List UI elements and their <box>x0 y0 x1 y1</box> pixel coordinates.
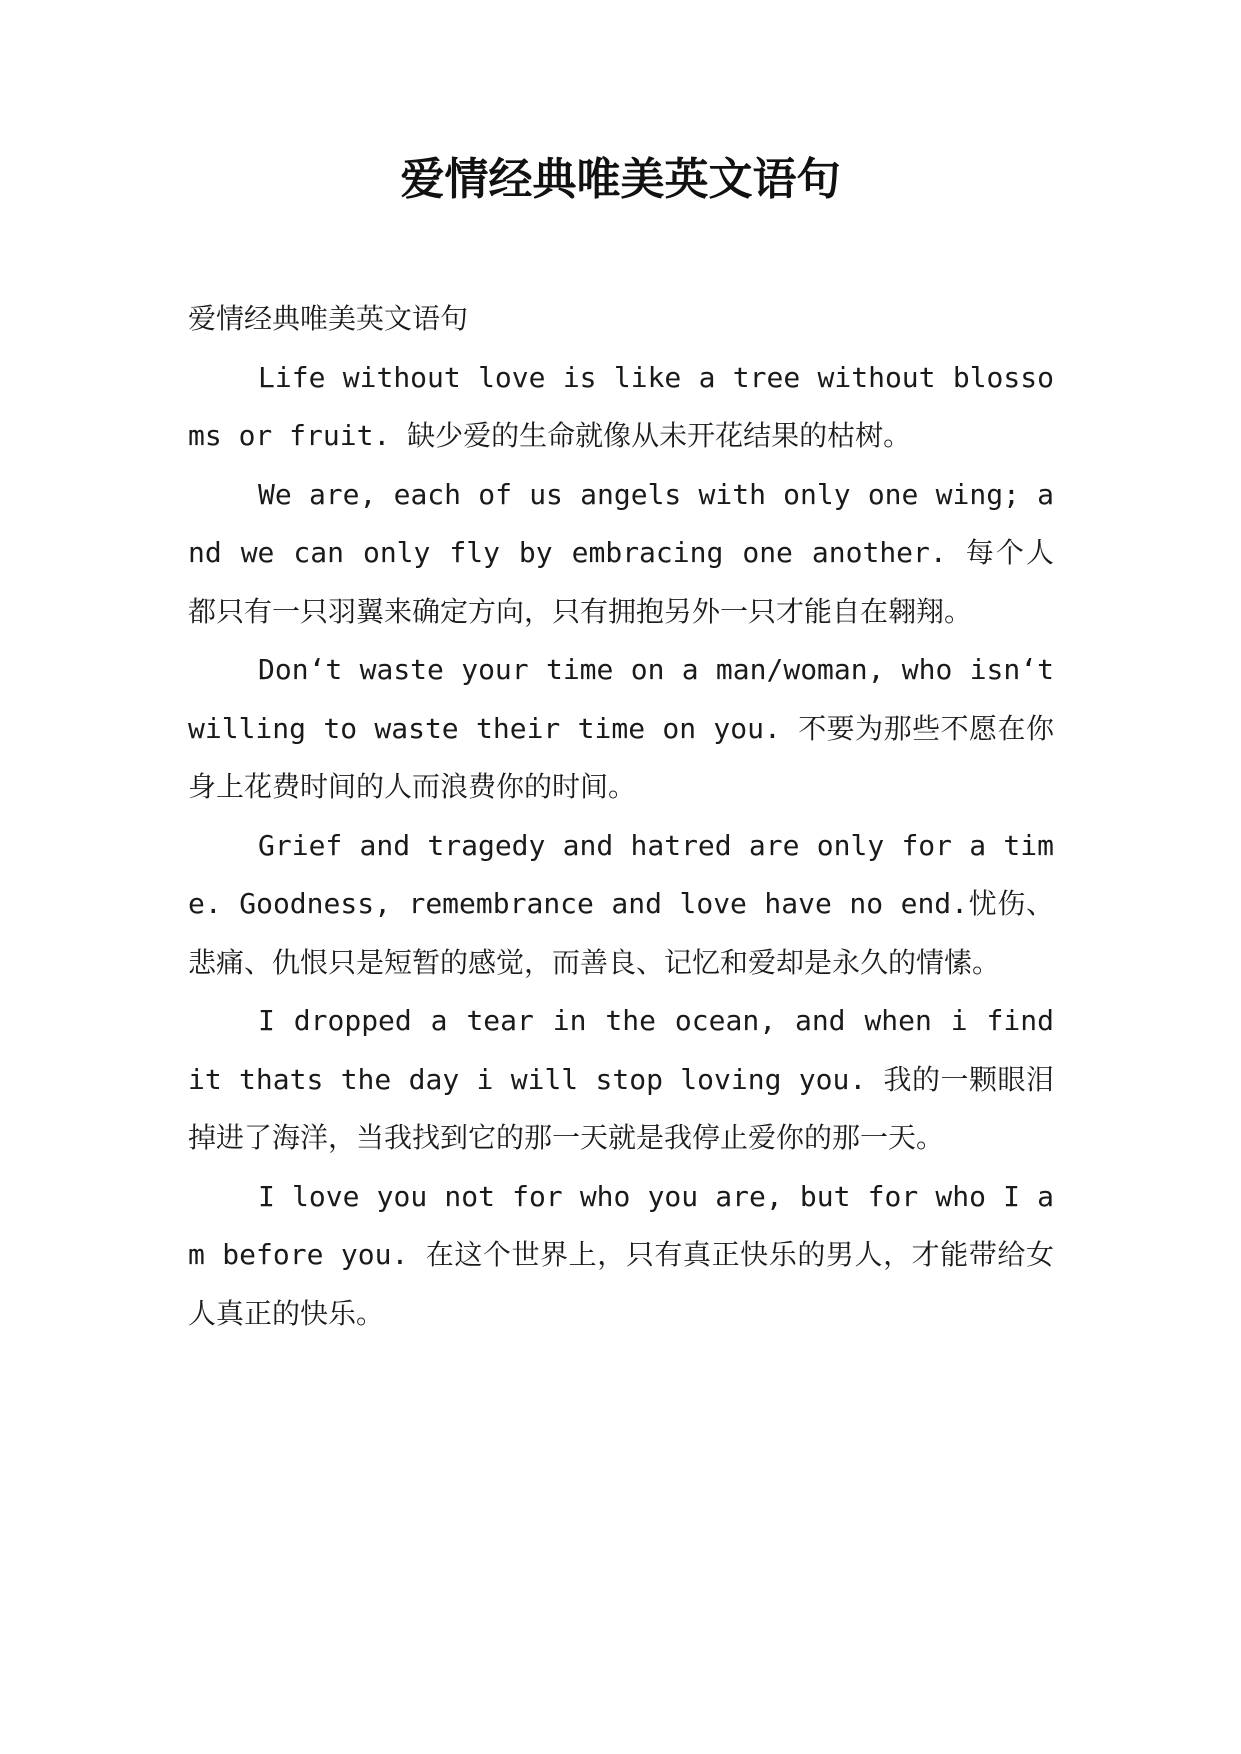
document-body <box>188 290 1054 1343</box>
paragraph-1: Life without love is like a tree without blossoms or fruit. 缺少爱的生命就像从未开花结果的枯树。 <box>188 360 1054 452</box>
paragraph-2: We are, each of us angels with only one wing; and we can only fly by embracing one another. 每个人都只有一只羽翼来确定方向，只有拥抱另外一只才能自在翱翔。 <box>188 477 1054 628</box>
paragraph-3: Don‘t waste your time on a man/woman, who isn‘t willing to waste their time on you. 不要为那些不愿在你身上花费时间的人而浪费你的时间。 <box>188 653 1054 803</box>
paragraph-6: I love you not for who you are, but for who I am before you. 在这个世界上，只有真正快乐的男人，才能带给女人真正的快乐。 <box>188 1179 1054 1330</box>
paragraph-4: Grief and tragedy and hatred are only for a time. Goodness, remembrance and love have no end.忧伤、悲痛、仇恨只是短暂的感觉，而善良、记忆和爱却是永久的情愫。 <box>188 828 1054 979</box>
document-subtitle: 爱情经典唯美英文语句 <box>188 302 469 335</box>
paragraph-5: I dropped a tear in the ocean, and when i find it thats the day i will stop loving you. 我的一颗眼泪掉进了海洋，当我找到它的那一天就是我停止爱你的那一天。 <box>188 1004 1054 1154</box>
document-title: 爱情经典唯美英文语句 <box>400 154 841 205</box>
